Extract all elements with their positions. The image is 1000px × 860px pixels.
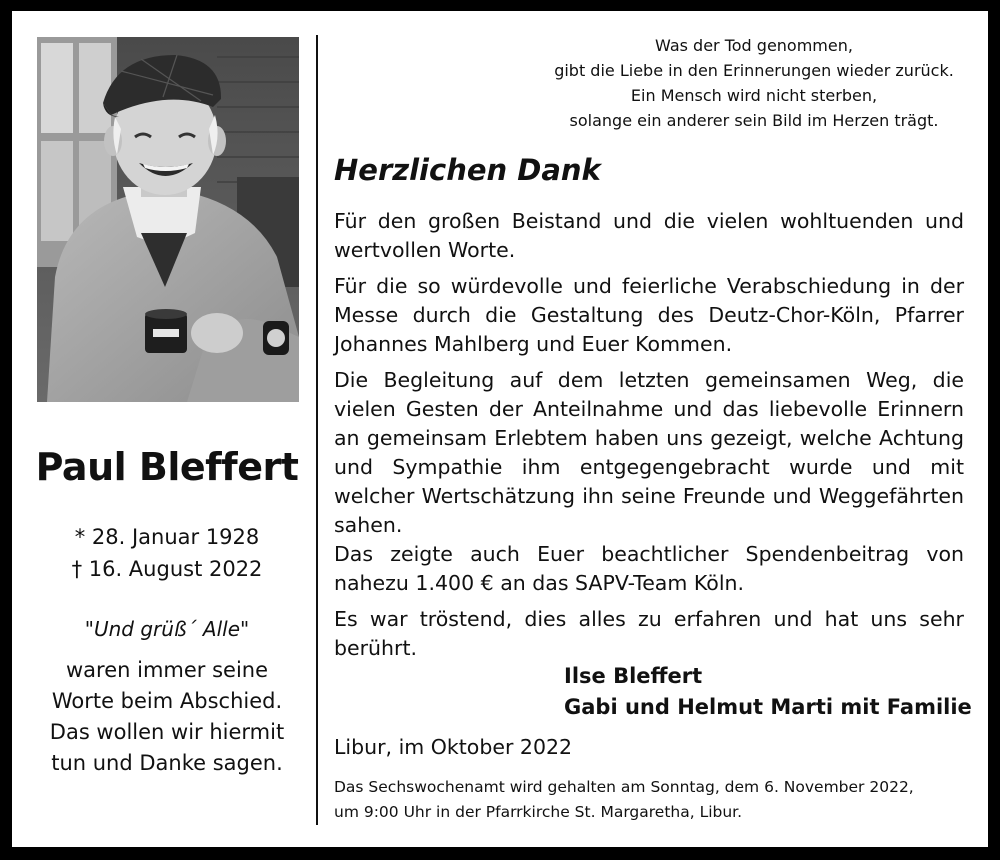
life-dates [22, 521, 312, 585]
column-divider [316, 35, 318, 825]
farewell-line: tun und Danke sagen. [51, 751, 283, 775]
service-note-line: um 9:00 Uhr in der Pfarrkirche St. Margaretha, Libur. [334, 803, 743, 821]
memorial-service-note [334, 775, 964, 825]
deceased-name: Paul Bleffert [35, 445, 299, 489]
farewell-line: Das wollen wir hiermit [49, 720, 285, 744]
poem-line: gibt die Liebe in den Erinnerungen wieder zurück. [554, 61, 954, 80]
place-date: Libur, im Oktober 2022 [334, 735, 573, 759]
paragraph-support: Für den großen Beistand und die vielen wohltuenden und wertvollen Worte. [334, 209, 964, 262]
portrait-illustration [37, 37, 299, 402]
poem-line: Was der Tod genommen, [655, 36, 853, 55]
obituary-card [12, 11, 988, 847]
farewell-line: Worte beim Abschied. [51, 689, 283, 713]
signature-line: Ilse Bleffert [564, 664, 703, 688]
thanks-heading: Herzlichen Dank [334, 153, 601, 187]
farewell-text [22, 655, 312, 779]
paragraph-comfort: Es war tröstend, dies alles zu erfahren und hat uns sehr berührt. [334, 607, 964, 660]
portrait-photo [37, 37, 299, 402]
poem-line: solange ein anderer sein Bild im Herzen trägt. [569, 111, 939, 130]
paragraph-companionship: Die Begleitung auf dem letzten gemeinsamen Weg, die vielen Gesten der Anteilnahme und das liebevolle Erinnern an gemeinsam Erlebtem haben uns gezeigt, welche Achtung und Sympathie ihm entgegengebracht wurde und mit welcher Wertschätzung ihn seine Freunde und Weggefährten sahen. [334, 368, 964, 537]
farewell-line: waren immer seine [65, 658, 269, 682]
birth-date: * 28. Januar 1928 [74, 525, 260, 549]
death-date: † 16. August 2022 [71, 557, 263, 581]
poem-line: Ein Mensch wird nicht sterben, [630, 86, 878, 105]
service-note-line: Das Sechswochenamt wird gehalten am Sonntag, dem 6. November 2022, [334, 778, 914, 796]
signature-line: Gabi und Helmut Marti mit Familie [564, 695, 972, 719]
farewell-quote: "Und grüß´ Alle" [84, 617, 250, 641]
family-signatures [564, 661, 972, 723]
paragraph-farewell-mass: Für die so würdevolle und feierliche Verabschiedung in der Messe durch die Gestaltung des Deutz-Chor-Köln, Pfarrer Johannes Mahlberg und Euer Kommen. [334, 274, 964, 356]
paragraph-donation: Das zeigte auch Euer beachtlicher Spendenbeitrag von nahezu 1.400 € an das SAPV-Team Köln. [334, 542, 964, 595]
thanks-body [334, 207, 964, 670]
memorial-poem [484, 33, 1000, 133]
